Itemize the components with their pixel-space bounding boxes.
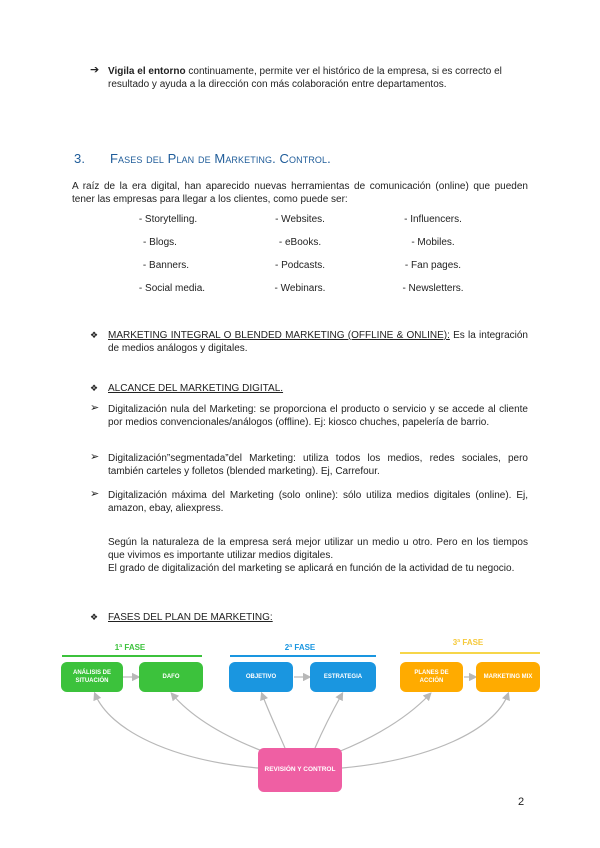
section-title: Fases del Plan de Marketing. Control. bbox=[110, 151, 331, 166]
planes-box: PLANES DE ACCIÓN bbox=[400, 662, 463, 692]
fases-title: FASES DEL PLAN DE MARKETING: bbox=[108, 612, 273, 623]
arrow-revision-mix bbox=[342, 694, 508, 768]
tool-item: - Influencers. bbox=[404, 214, 462, 225]
intro-text: continuamente, permite ver el histórico de la empresa, si es correcto el resultado y ayuda a la dirección con más colaboración entre departamentos. bbox=[108, 66, 502, 90]
arrow-revision-objetivo bbox=[262, 694, 285, 748]
tool-item: - eBooks. bbox=[278, 237, 322, 248]
phase-2-line bbox=[230, 655, 376, 657]
phase-3-line bbox=[400, 652, 540, 654]
arrow-bullet-icon: ➔ bbox=[90, 64, 100, 76]
nature-paragraph: Según la naturaleza de la empresa será mejor utilizar un medio u otro. Pero en los tiempos que vivimos es importante utilizar medios digitales. bbox=[108, 537, 528, 561]
tool-item: - Websites. bbox=[275, 214, 325, 225]
marketing-mix-box: MARKETING MIX bbox=[476, 662, 540, 692]
estrategia-box: ESTRATEGIA bbox=[310, 662, 376, 692]
phase-3-label: 3ª FASE bbox=[452, 638, 484, 647]
objetivo-box: OBJETIVO bbox=[229, 662, 293, 692]
phase-1-line bbox=[62, 655, 202, 657]
tools-intro-paragraph: A raíz de la era digital, han aparecido nuevas herramientas de comunicación (online) que pueden tener las empresas para llegar a los clientes, como puede ser: bbox=[72, 181, 528, 205]
arrow-revision-planes bbox=[338, 694, 430, 752]
alcance-item: Digitalización”segmentada”del Marketing: utiliza todos los medios, redes sociales, pero también carteles y folletos (blended marketing). Ej, Carrefour. bbox=[108, 453, 528, 477]
digitalization-paragraph: El grado de digitalización del marketing se aplicará en función de la actividad de tu negocio. bbox=[108, 563, 515, 574]
tool-item: - Newsletters. bbox=[402, 283, 464, 294]
arrow-revision-dafo bbox=[172, 694, 265, 752]
tool-item: - Webinars. bbox=[274, 283, 326, 294]
chevron-right-icon: ➢ bbox=[90, 488, 100, 500]
alcance-item: Digitalización máxima del Marketing (solo online): sólo utiliza medios digitales (online). Ej, amazon, ebay, aliexpress. bbox=[108, 490, 528, 514]
tool-item: - Mobiles. bbox=[411, 237, 455, 248]
tool-item: - Banners. bbox=[142, 260, 190, 271]
blended-title: MARKETING INTEGRAL O BLENDED MARKETING (OFFLINE & ONLINE): bbox=[108, 330, 450, 341]
revision-box: REVISIÓN Y CONTROL bbox=[258, 748, 342, 792]
alcance-item: Digitalización nula del Marketing: se proporciona el producto o servicio y se accede al cliente por medios convencionales/análogos (offline). Ej: kiosco chuches, papelería de barrio. bbox=[108, 404, 528, 428]
diamond-bullet-icon: ❖ bbox=[90, 330, 99, 340]
page-number: 2 bbox=[518, 796, 525, 808]
intro-bold: Vigila el entorno bbox=[108, 66, 186, 77]
tool-item: - Podcasts. bbox=[274, 260, 326, 271]
chevron-right-icon: ➢ bbox=[90, 451, 100, 463]
dafo-box: DAFO bbox=[139, 662, 203, 692]
tool-item: - Storytelling. bbox=[138, 214, 198, 225]
alcance-title: ALCANCE DEL MARKETING DIGITAL. bbox=[108, 383, 284, 394]
phase-2-label: 2ª FASE bbox=[284, 643, 316, 652]
arrow-revision-estrategia bbox=[315, 694, 342, 748]
tool-item: - Fan pages. bbox=[404, 260, 462, 271]
phase-1-label: 1ª FASE bbox=[114, 643, 146, 652]
analisis-box: ANÁLISIS DE SITUACIÓN bbox=[61, 662, 123, 692]
chevron-right-icon: ➢ bbox=[90, 402, 100, 414]
tool-item: - Blogs. bbox=[143, 237, 177, 248]
section-number: 3. bbox=[74, 151, 86, 166]
tool-item: - Social media. bbox=[138, 283, 206, 294]
diamond-bullet-icon: ❖ bbox=[90, 612, 99, 622]
blended-text: Es la integración de medios análogos y digitales. bbox=[108, 330, 528, 354]
arrow-revision-analisis bbox=[95, 694, 258, 768]
diamond-bullet-icon: ❖ bbox=[90, 383, 99, 393]
